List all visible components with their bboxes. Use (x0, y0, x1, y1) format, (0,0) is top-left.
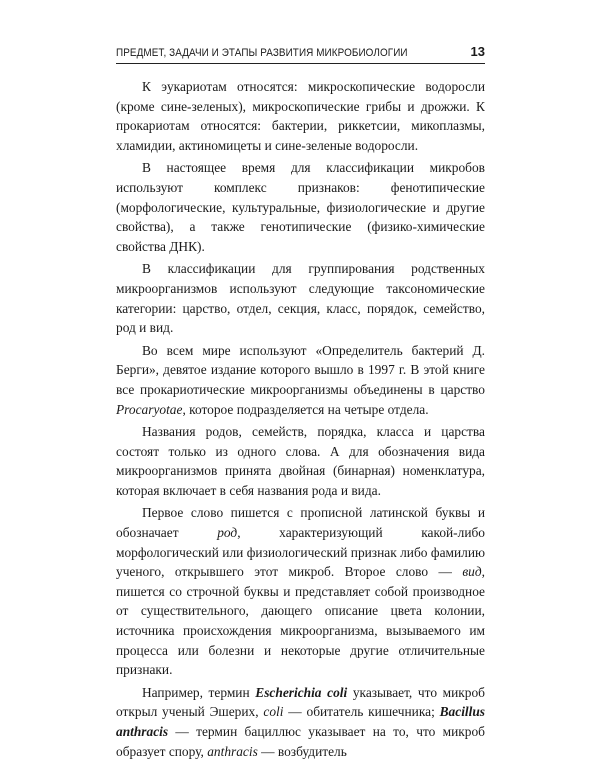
species-epithet-coli: coli (263, 704, 284, 720)
paragraph-4-text-c: , которое подразделяется на четыре отдела. (182, 401, 429, 417)
kingdom-name: Procaryotae (116, 401, 183, 417)
term-genus: род (217, 525, 238, 541)
paragraph-6-text-c: , характеризующий какой-либо морфологический или физиологический признак либо фамилию ученого, открывшего этот микроб. Второе слово — (116, 525, 485, 580)
paragraph-7-text-c: указывает, что микроб открыл ученый Эшерих, (116, 684, 485, 720)
page-number: 13 (470, 44, 485, 59)
species-escherichia-coli: Escherichia coli (255, 684, 348, 700)
running-head (116, 44, 485, 64)
paragraph-7-text-g: — термин бациллюс указывает на то, что микроб образует спору, (116, 724, 485, 759)
paragraph-7 (116, 683, 485, 761)
paragraph-2: В настоящее время для классификации микробов используют комплекс признаков: фенотипические (морфологические, культуральные, физиологические и другие свойства), а также генотипические (физико-химические свойства ДНК). (116, 160, 485, 254)
paragraph-4-text-a: Во всем мире используют «Определитель бактерий Д. Берги», девятое издание которого вышло в 1997 г. В этой книге все прокариотические микроорганизмы объединены в царство (116, 342, 485, 397)
term-species: вид (462, 564, 482, 580)
paragraph-5: Названия родов, семейств, порядка, класса и царства состоят только из одного слова. А для обозначения вида микроорганизмов принята двойная (бинарная) номенклатура, которая включает в себя названия рода и вида. (116, 424, 485, 498)
body-text (116, 77, 485, 761)
paragraph-7-text-i: — возбудитель (257, 743, 347, 759)
paragraph-6-text-e: , пишется со строчной буквы и представляет собой производное от существительного, дающего описание цвета колонии, источника происхождения микроорганизма, вызываемого им процесса или болезни и некоторые другие отличительные признаки. (116, 564, 485, 678)
paragraph-7-text-e: — обитатель кишечника; (283, 704, 440, 720)
chapter-title: ПРЕДМЕТ, ЗАДАЧИ И ЭТАПЫ РАЗВИТИЯ МИКРОБИОЛОГИИ (116, 47, 408, 59)
paragraph-6-text-a: Первое слово пишется с прописной латинской буквы и обозначает (116, 505, 485, 541)
paragraph-1: К эукариотам относятся: микроскопические водоросли (кроме сине-зеленых), микроскопические грибы и дрожжи. К прокариотам относятся: бактерии, риккетсии, микоплазмы, хламидии, актиномицеты и сине-зеленые водоросли. (116, 79, 485, 153)
paragraph-6 (116, 503, 485, 679)
book-page (116, 44, 485, 761)
species-epithet-anthracis: anthracis (207, 743, 258, 759)
paragraph-3: В классификации для группирования родственных микроорганизмов используют следующие таксономические категории: царство, отдел, секция, класс, порядок, семейство, род и вид. (116, 261, 485, 336)
paragraph-7-text-a: Например, термин (142, 684, 256, 700)
paragraph-4 (116, 341, 485, 419)
species-bacillus-anthracis: Bacillus anthracis (116, 704, 486, 739)
